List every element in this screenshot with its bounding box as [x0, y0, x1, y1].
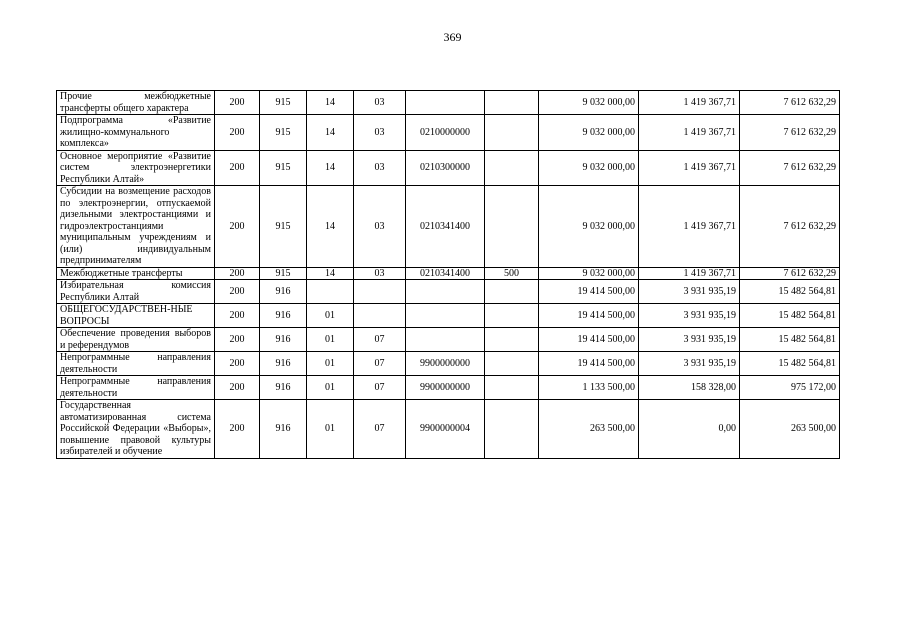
table-row [57, 186, 840, 268]
row-code-3: 14 [307, 267, 354, 280]
row-code-5: 9900000000 [406, 352, 485, 376]
row-code-5: 0210341400 [406, 267, 485, 280]
row-code-5: 0210000000 [406, 115, 485, 151]
table-row [57, 328, 840, 352]
page-number: 369 [443, 30, 462, 44]
row-value-1: 9 032 000,00 [539, 150, 639, 186]
row-code-5 [406, 304, 485, 328]
row-code-6 [485, 304, 539, 328]
row-code-4: 03 [354, 267, 406, 280]
row-name: Непрограммные направления деятельности [57, 376, 215, 400]
row-code-4: 03 [354, 150, 406, 186]
row-code-4: 07 [354, 376, 406, 400]
row-name: Основное мероприятие «Развитие систем электроэнергетики Республики Алтай» [57, 150, 215, 186]
row-code-6 [485, 352, 539, 376]
row-name: Подпрограмма «Развитие жилищно-коммунального комплекса» [57, 115, 215, 151]
row-code-1: 200 [215, 304, 260, 328]
row-code-2: 916 [260, 280, 307, 304]
row-code-2: 916 [260, 328, 307, 352]
row-value-1: 9 032 000,00 [539, 115, 639, 151]
row-code-4 [354, 304, 406, 328]
row-code-1: 200 [215, 186, 260, 268]
row-code-1: 200 [215, 280, 260, 304]
row-name: Субсидии на возмещение расходов по электроэнергии, отпускаемой дизельными электростанциями и гидроэлектростанциями муниципальным учреждениям и (или) индивидуальным предпринимателям [57, 186, 215, 268]
row-code-2: 915 [260, 91, 307, 115]
row-value-3: 15 482 564,81 [740, 304, 840, 328]
row-value-1: 19 414 500,00 [539, 304, 639, 328]
row-value-3: 7 612 632,29 [740, 115, 840, 151]
row-value-1: 263 500,00 [539, 400, 639, 459]
row-name: Непрограммные направления деятельности [57, 352, 215, 376]
row-code-4: 03 [354, 115, 406, 151]
row-code-1: 200 [215, 352, 260, 376]
row-value-2: 3 931 935,19 [639, 328, 740, 352]
row-code-3: 01 [307, 328, 354, 352]
row-code-6 [485, 150, 539, 186]
row-code-3: 01 [307, 352, 354, 376]
row-code-5 [406, 280, 485, 304]
row-code-6 [485, 400, 539, 459]
row-code-6 [485, 115, 539, 151]
row-code-5: 9900000004 [406, 400, 485, 459]
row-name: Избирательная комиссия Республики Алтай [57, 280, 215, 304]
row-code-5 [406, 328, 485, 352]
table-row [57, 400, 840, 459]
row-name: Межбюджетные трансферты [57, 267, 215, 280]
row-value-1: 9 032 000,00 [539, 267, 639, 280]
table-row [57, 376, 840, 400]
table-row [57, 304, 840, 328]
row-code-2: 915 [260, 150, 307, 186]
row-value-3: 7 612 632,29 [740, 91, 840, 115]
row-code-1: 200 [215, 150, 260, 186]
row-code-4: 07 [354, 400, 406, 459]
row-code-6 [485, 91, 539, 115]
row-code-2: 916 [260, 304, 307, 328]
row-code-1: 200 [215, 115, 260, 151]
row-code-3: 14 [307, 91, 354, 115]
row-code-6 [485, 328, 539, 352]
budget-table [56, 90, 840, 459]
table-row [57, 267, 840, 280]
row-value-2: 1 419 367,71 [639, 267, 740, 280]
row-name: ОБЩЕГОСУДАРСТВЕН-НЫЕ ВОПРОСЫ [57, 304, 215, 328]
row-code-5: 0210341400 [406, 186, 485, 268]
row-code-1: 200 [215, 400, 260, 459]
row-code-3: 14 [307, 150, 354, 186]
row-code-2: 915 [260, 186, 307, 268]
row-value-3: 15 482 564,81 [740, 352, 840, 376]
row-value-1: 9 032 000,00 [539, 186, 639, 268]
row-code-2: 916 [260, 352, 307, 376]
row-code-4: 03 [354, 91, 406, 115]
row-value-2: 1 419 367,71 [639, 186, 740, 268]
row-name: Государственная автоматизированная система Российской Федерации «Выборы», повышение правовой культуры избирателей и обучение [57, 400, 215, 459]
row-value-3: 7 612 632,29 [740, 186, 840, 268]
row-value-2: 1 419 367,71 [639, 91, 740, 115]
row-code-5: 9900000000 [406, 376, 485, 400]
row-value-1: 19 414 500,00 [539, 352, 639, 376]
row-code-1: 200 [215, 376, 260, 400]
row-code-5: 0210300000 [406, 150, 485, 186]
table-row [57, 150, 840, 186]
row-code-1: 200 [215, 328, 260, 352]
row-value-1: 19 414 500,00 [539, 280, 639, 304]
table-row [57, 91, 840, 115]
row-code-3: 01 [307, 304, 354, 328]
row-code-6: 500 [485, 267, 539, 280]
row-code-6 [485, 376, 539, 400]
row-value-3: 15 482 564,81 [740, 280, 840, 304]
row-value-3: 975 172,00 [740, 376, 840, 400]
row-code-6 [485, 186, 539, 268]
row-code-1: 200 [215, 91, 260, 115]
row-value-2: 158 328,00 [639, 376, 740, 400]
row-code-4: 07 [354, 352, 406, 376]
row-code-1: 200 [215, 267, 260, 280]
row-code-3: 14 [307, 186, 354, 268]
row-value-2: 3 931 935,19 [639, 280, 740, 304]
row-value-1: 19 414 500,00 [539, 328, 639, 352]
row-code-5 [406, 91, 485, 115]
table-row [57, 115, 840, 151]
row-value-1: 1 133 500,00 [539, 376, 639, 400]
row-value-1: 9 032 000,00 [539, 91, 639, 115]
row-value-2: 3 931 935,19 [639, 304, 740, 328]
row-code-2: 915 [260, 115, 307, 151]
row-code-4 [354, 280, 406, 304]
row-name: Прочие межбюджетные трансферты общего характера [57, 91, 215, 115]
table-row [57, 280, 840, 304]
row-name: Обеспечение проведения выборов и референдумов [57, 328, 215, 352]
row-value-2: 0,00 [639, 400, 740, 459]
row-value-2: 3 931 935,19 [639, 352, 740, 376]
table-row [57, 352, 840, 376]
row-code-2: 916 [260, 376, 307, 400]
row-value-3: 263 500,00 [740, 400, 840, 459]
row-code-4: 07 [354, 328, 406, 352]
row-value-3: 7 612 632,29 [740, 150, 840, 186]
row-code-6 [485, 280, 539, 304]
row-code-2: 916 [260, 400, 307, 459]
row-value-3: 15 482 564,81 [740, 328, 840, 352]
row-value-2: 1 419 367,71 [639, 115, 740, 151]
row-value-2: 1 419 367,71 [639, 150, 740, 186]
row-code-3 [307, 280, 354, 304]
row-code-4: 03 [354, 186, 406, 268]
row-code-3: 01 [307, 400, 354, 459]
row-code-3: 01 [307, 376, 354, 400]
row-value-3: 7 612 632,29 [740, 267, 840, 280]
row-code-2: 915 [260, 267, 307, 280]
row-code-3: 14 [307, 115, 354, 151]
